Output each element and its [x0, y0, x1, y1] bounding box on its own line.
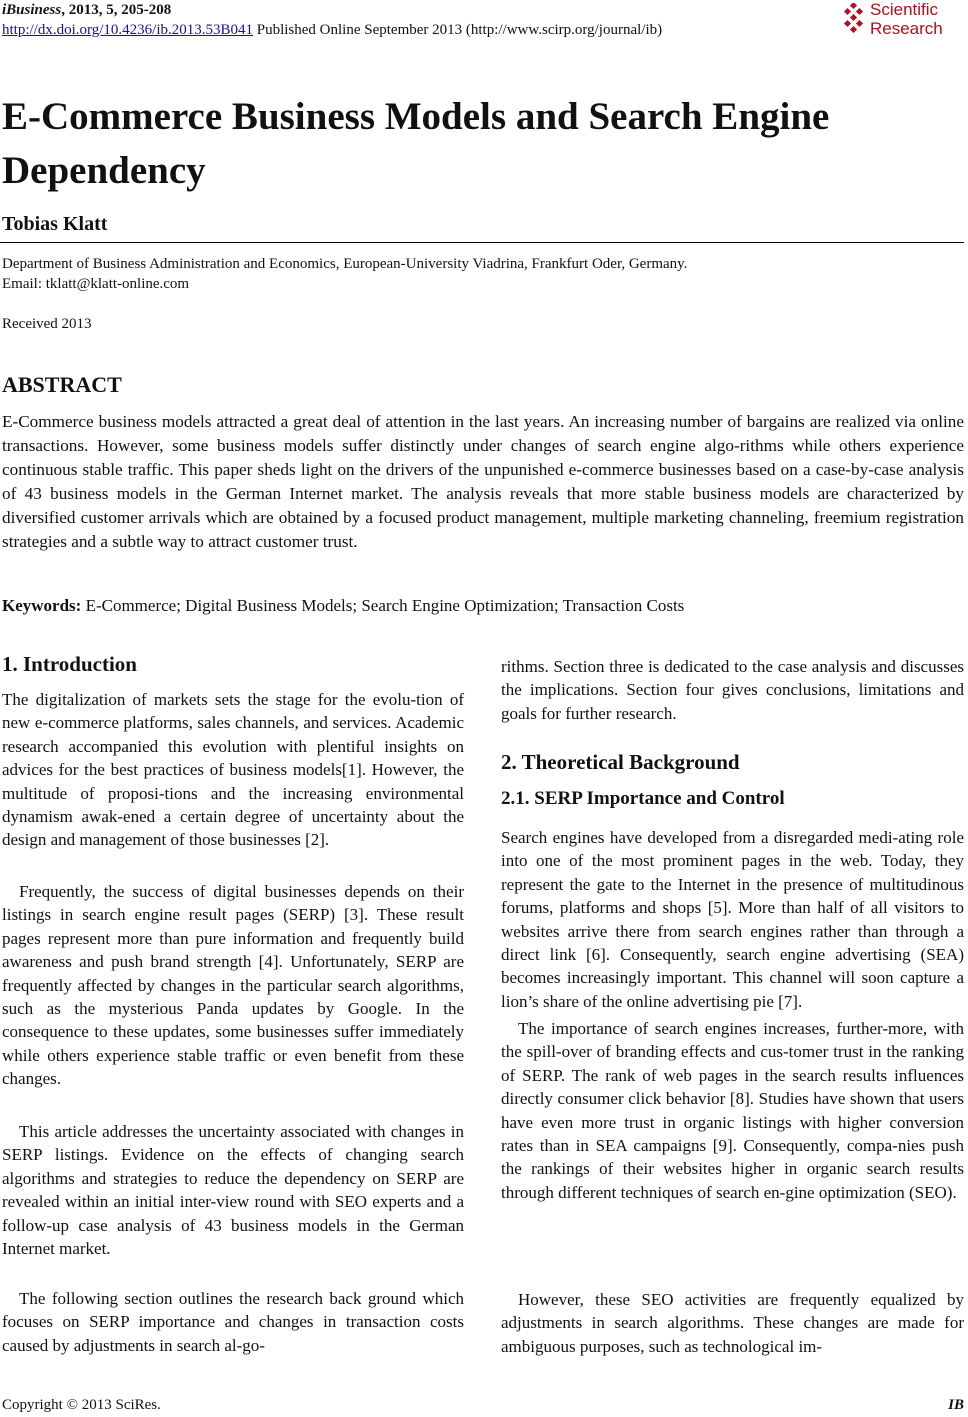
logo-wordmark [870, 0, 943, 38]
keywords-label: Keywords: [2, 596, 82, 615]
intro-paragraph-1: The digitalization of markets sets the stage for the evolu-tion of new e-commerce platforms, sales channels, and services. Academic research accompanied this evolution with plentiful insights on advices for the best practices of business models[1]. However, the multitude of proposi-tions and the increasing environmental dynamism awak-ened a certain degree of uncertainty about the design and management of those businesses [2]. [2, 690, 464, 850]
logo-line-2: Research [870, 19, 943, 38]
intro-paragraph-4: The following section outlines the research back ground which focuses on SERP importance and changes in transaction costs caused by adjustments in search al-go- [2, 1289, 464, 1355]
background-paragraph-2: The importance of search engines increases, further-more, with the spill-over of branding effects and cus-tomer trust in the ranking of SERP. The rank of web pages in the search results influences directly consumer click behavior [8]. Studies have shown that users have even more trust in organic listings with higher conversion rates than in SEA campaigns [9]. Consequently, compa-nies push the rankings of their websites higher in organic search results through different techniques of search en-gine optimization (SEO). [501, 1019, 964, 1202]
section-heading-introduction: 1. Introduction [2, 652, 137, 676]
citation-details: , 2013, 5, 205-208 [61, 2, 172, 18]
intro-paragraph-2: Frequently, the success of digital businesses depends on their listings in search engine result pages (SERP) [3]. These result pages represent more than pure information and frequently build awareness and push brand strength [4]. Unfortunately, SERP are frequently affected by changes in the particular search algorithms, such as the mysterious Panda updates by Google. In the consequence to these updates, some businesses suffer immediately while others experience stable traffic or even benefit from these changes. [2, 882, 464, 1089]
keywords-line [2, 596, 684, 616]
published-online: Published Online September 2013 (http://www.scirp.org/journal/ib) [256, 22, 663, 38]
subsection-heading-serp-importance: 2.1. SERP Importance and Control [501, 788, 785, 809]
paper-title: E-Commerce Business Models and Search Engine Dependency [2, 95, 830, 192]
journal-abbreviation: IB [948, 1397, 964, 1413]
page-header [0, 0, 968, 50]
title-divider [0, 242, 964, 243]
received-date: Received 2013 [2, 316, 92, 332]
background-paragraph-1: Search engines have developed from a disregarded medi-ating role into one of the most prominent pages in the web. Today, they represent the gate to the Internet in the presence of multitudinous forums, platforms and shops [5]. More than half of all visitors to websites arrive there from search engines rather than through a direct link [6]. Consequently, search engine advertising (SEA) becomes increasingly important. This channel will soon capture a lion’s share of the online advertising pie [7]. [501, 828, 964, 1011]
section-heading-theoretical-background: 2. Theoretical Background [501, 750, 740, 774]
citation-line [2, 2, 171, 19]
logo-mark-icon [842, 3, 866, 37]
keywords-text: E-Commerce; Digital Business Models; Search Engine Optimization; Transaction Costs [81, 596, 685, 615]
author-name: Tobias Klatt [2, 213, 108, 235]
journal-name: iBusiness [2, 2, 62, 18]
author-email: Email: tklatt@klatt-online.com [2, 276, 190, 292]
copyright-notice: Copyright © 2013 SciRes. [2, 1397, 161, 1413]
doi-link[interactable]: http://dx.doi.org/10.4236/ib.2013.53B041 [2, 22, 253, 38]
abstract-heading: ABSTRACT [2, 372, 122, 397]
author-affiliation: Department of Business Administration and Economics, European-University Viadrina, Frankfurt Oder, Germany. [2, 256, 688, 272]
background-paragraph-3: However, these SEO activities are frequently equalized by adjustments in search algorithms. These changes are made for ambiguous purposes, such as technological im- [501, 1290, 964, 1356]
intro-paragraph-4-continued: rithms. Section three is dedicated to the case analysis and discusses the implications. Section four gives conclusions, limitations and goals for further research. [501, 657, 964, 723]
doi-line [2, 22, 662, 39]
intro-paragraph-3: This article addresses the uncertainty associated with changes in SERP listings. Evidence on the effects of changing search algorithms and strategies to reduce the dependency on SERP are revealed within an initial inter-view round with SEO experts and a follow-up case analysis of 43 business models in the German Internet market. [2, 1122, 464, 1259]
abstract-body: E-Commerce business models attracted a great deal of attention in the last years. An increasing number of bargains are realized via online transactions. However, some business models suffer distinctly under changes of search engine algo-rithms while others experience continuous stable traffic. This paper sheds light on the drivers of the unpunished e-commerce businesses based on a case-by-case analysis of 43 business models in the German Internet market. The analysis reveals that more stable business models are characterized by diversified customer arrivals which are obtained by a focused product management, multiple marketing channeling, freemium registration strategies and a subtle way to attract customer trust. [2, 412, 964, 551]
logo-line-1: Scientific [870, 0, 939, 19]
scientific-research-logo[interactable] [842, 0, 964, 44]
